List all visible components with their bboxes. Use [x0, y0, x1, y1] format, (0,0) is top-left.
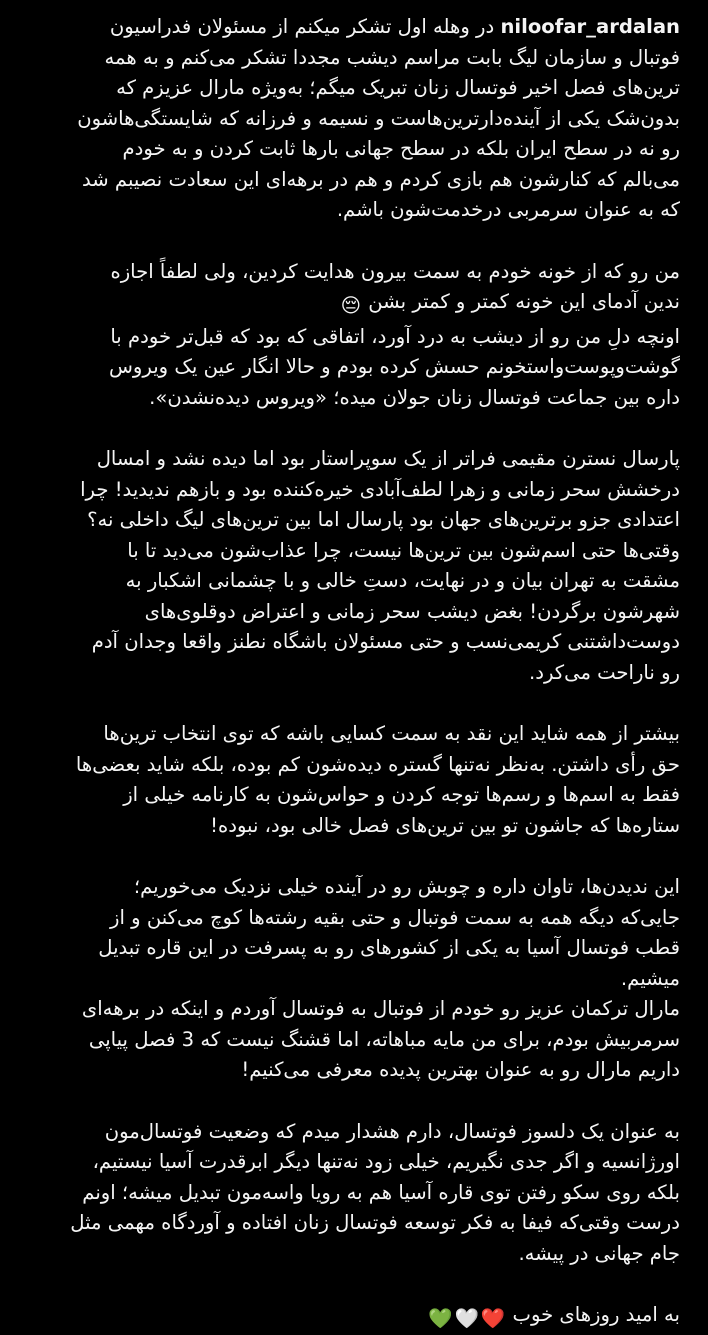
caption-line: ترین‌های فصل اخیر فوتسال زنان تبریک میگم؛ به‌ویژه مارال عزیزم که	[116, 76, 680, 99]
caption-paragraph-6	[22, 1117, 680, 1270]
caption-line: درخشش سحر زمانی و زهرا لطف‌آبادی خیره‌کننده بود و بازهم ندیدید! چرا	[80, 477, 680, 501]
caption-line: فقط به اسم‌ها و رسم‌ها توجه کردن و حواس‌شون به کارنامه خیلی از	[123, 783, 680, 806]
caption-line: اونچه دلِ من رو از دیشب به درد آورد، اتفاقی که بود که قبل‌تر خودم با	[110, 324, 680, 348]
caption-line: مشقت به تهران بیان و در نهایت، دستِ خالی و با چشمانی اشکبار به	[125, 569, 680, 592]
caption-line: قطب فوتسال آسیا به یکی از کشورهای رو به پسرفت در این قاره تبدیل	[98, 936, 680, 959]
caption-line: داره بین جماعت فوتسال زنان جولان میده؛ «ویروس دیده‌نشدن».	[149, 385, 680, 409]
caption-line: اورژانسیه و اگر جدی نگیریم، خیلی زود نه‌تنها دیگر ابرقدرت آسیا نیستیم،	[92, 1150, 680, 1173]
caption-line: داریم مارال رو به عنوان بهترین پدیده معرفی می‌کنیم!	[241, 1058, 680, 1081]
caption-line: دوست‌داشتنی کریمی‌نسب و حتی مسئولان باشگاه نطنز واقعا وجدان آدم	[91, 630, 680, 653]
caption-line: بدون‌شک یکی از آینده‌دارترین‌هاست و نسیمه و فرزانه که شایستگی‌هاشون	[77, 106, 680, 130]
caption-line: می‌بالم که کنارشون هم بازی کردم و هم در برهه‌ای این سعادت نصیبم شد	[82, 167, 680, 191]
caption-line: سرمربیش بودم، برای من مایه مباهاته، اما قشنگ نیست که 3 فصل پیاپی	[88, 1027, 680, 1051]
caption-line: این ندیدن‌ها، تاوان داره و چوبش رو در آینده خیلی نزدیک می‌خوریم؛	[133, 875, 680, 898]
caption-line: گوشت‌وپوست‌واستخونم حسش کرده بودم و حالا انگار عین یک ویروس	[109, 355, 680, 378]
caption-line: بلکه روی سکو رفتن توی قاره آسیا هم به رویا واسه‌مون تبدیل میشه؛ اونم	[82, 1180, 680, 1204]
caption-line: فوتبال و سازمان لیگ بابت مراسم دیشب مجددا تشکر می‌کنم و به همه	[104, 45, 680, 69]
caption-line: بیشتر از همه شاید این نقد به سمت کسایی باشه که توی انتخاب ترین‌ها	[103, 722, 680, 745]
caption-line: وقتی‌ها حتی اسم‌شون بین ترین‌ها نیست، چرا عذاب‌شون می‌دید تا با	[127, 538, 680, 562]
caption-line: اعتدادی جزو برترین‌های جهان بود پارسال اما بین ترین‌های لیگ داخلی نه؟	[87, 508, 680, 531]
white-heart-emoji-icon: 🤍	[454, 1307, 479, 1330]
caption-line	[22, 287, 680, 322]
caption-line: میشیم.	[620, 966, 680, 990]
caption-line: جایی‌که دیگه همه به سمت فوتبال و حتی بقیه رشته‌ها کوچ می‌کنن و از	[110, 905, 680, 929]
caption-line: رو ناراحت می‌کرد.	[529, 660, 680, 684]
green-heart-emoji-icon: 💚	[428, 1307, 453, 1330]
pensive-face-emoji-icon: 😔	[340, 294, 362, 317]
caption-line: جام جهانی در پیشه.	[518, 1241, 680, 1265]
caption-text: به امید روزهای خوب	[512, 1303, 680, 1326]
caption-text: ندین آدمای این خونه کمتر و کمتر بشن	[368, 290, 680, 313]
caption-line: شهرشون برگردن! بغض دیشب سحر زمانی و اعتراض دوقلوی‌های	[144, 599, 680, 623]
caption-paragraph-1	[22, 12, 680, 226]
caption-line: من رو که از خونه خودم به سمت بیرون هدایت کردین، ولی لطفاً اجازه	[110, 259, 680, 283]
caption-paragraph-4	[22, 719, 680, 841]
red-heart-emoji-icon: ❤️	[480, 1307, 506, 1330]
caption-line: به عنوان یک دلسوز فوتسال، دارم هشدار میدم که وضعیت فوتسال‌مون	[104, 1119, 680, 1143]
caption-line: که به عنوان سرمربی درخدمت‌شون باشم.	[336, 198, 680, 221]
caption-line	[22, 12, 680, 43]
caption-line: ستاره‌ها که جاشون تو بین ترین‌های فصل خالی بود، نبوده!	[210, 813, 680, 837]
caption-line: رو نه در سطح ایران بلکه در سطح جهانی بارها ثابت کردن و به خودم	[122, 137, 680, 160]
caption-line: پارسال نسترن مقیمی فراتر از یک سوپراستار بود اما دیده نشد و امسال	[96, 447, 680, 470]
caption-line	[22, 1300, 680, 1335]
caption-closing	[22, 1300, 680, 1335]
username-link[interactable]: niloofar_ardalan	[500, 15, 680, 38]
caption-text: در وهله اول تشکر میکنم از مسئولان فدراسیون	[109, 15, 495, 38]
caption-line: مارال ترکمان عزیز رو خودم از فوتبال به فوتسال آوردم و اینکه در برهه‌ای	[81, 997, 680, 1020]
caption-line: درست وقتی‌که فیفا به فکر توسعه فوتسال زنان افتاده و آوردگاه مهمی مثل	[70, 1211, 680, 1234]
caption-line: حق رأی داشتن. به‌نظر نه‌تنها گستره دیده‌شون کم بوده، بلکه شاید بعضی‌ها	[75, 752, 680, 776]
caption-paragraph-2	[22, 257, 680, 414]
caption-paragraph-3	[22, 444, 680, 688]
caption-paragraph-5	[22, 872, 680, 1086]
